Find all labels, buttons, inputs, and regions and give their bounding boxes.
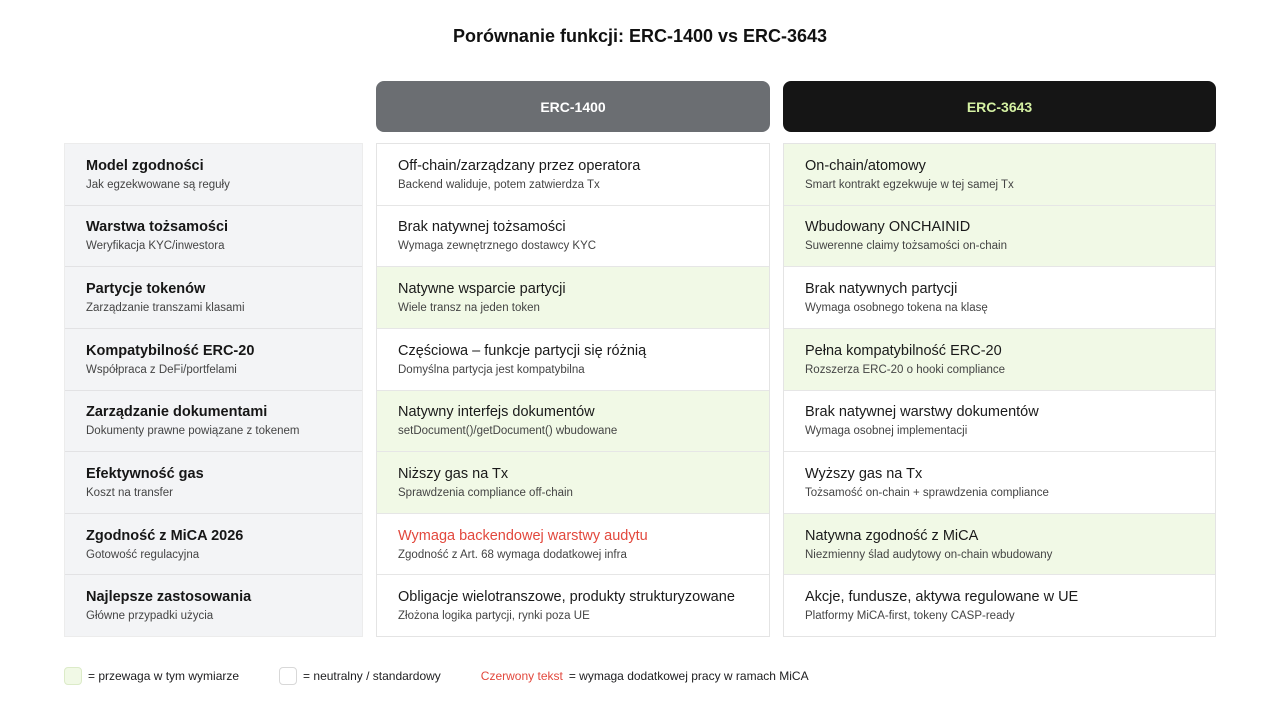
erc1400-cell: [377, 452, 769, 514]
erc1400-cell-description: Wymaga zewnętrznego dostawcy KYC: [398, 240, 597, 253]
row-label-cell: [65, 144, 362, 206]
erc3643-cell-description: Niezmienny ślad audytowy on-chain wbudowany: [805, 548, 1053, 561]
row-label: Warstwa tożsamości: [86, 219, 229, 236]
row-label-description: Koszt na transfer: [86, 486, 173, 499]
row-label-cell: [65, 452, 362, 514]
erc3643-cell: [784, 267, 1215, 329]
row-label: Efektywność gas: [86, 465, 204, 482]
row-label-description: Jak egzekwowane są reguły: [86, 178, 230, 191]
erc3643-cell-description: Platformy MiCA-first, tokeny CASP-ready: [805, 610, 1015, 623]
row-label: Zgodność z MiCA 2026: [86, 527, 244, 544]
erc3643-cell: [784, 206, 1215, 268]
erc1400-cell-description: Backend waliduje, potem zatwierdza Tx: [398, 178, 600, 191]
erc3643-column: [783, 143, 1216, 637]
erc3643-cell: [784, 452, 1215, 514]
erc3643-cell: [784, 144, 1215, 206]
row-labels-column: [64, 143, 363, 637]
erc3643-cell: [784, 575, 1215, 636]
erc1400-cell: [377, 514, 769, 576]
erc1400-cell-title: Off-chain/zarządzany przez operatora: [398, 157, 641, 174]
row-label: Najlepsze zastosowania: [86, 589, 252, 606]
row-label-description: Gotowość regulacyjna: [86, 548, 200, 561]
erc3643-cell: [784, 329, 1215, 391]
row-label-cell: [65, 514, 362, 576]
erc3643-cell-description: Smart kontrakt egzekwuje w tej samej Tx: [805, 178, 1014, 191]
erc1400-cell: [377, 391, 769, 453]
row-label: Partycje tokenów: [86, 281, 206, 298]
legend-neutral-swatch: [279, 667, 297, 685]
erc1400-cell-title: Częściowa – funkcje partycji się różnią: [398, 342, 647, 359]
erc1400-cell-description: Zgodność z Art. 68 wymaga dodatkowej infra: [398, 548, 627, 561]
row-label-description: Dokumenty prawne powiązane z tokenem: [86, 425, 300, 438]
erc1400-cell-description: setDocument()/getDocument() wbudowane: [398, 425, 618, 438]
erc3643-cell-title: Pełna kompatybilność ERC-20: [805, 342, 1002, 359]
erc3643-cell-description: Suwerenne claimy tożsamości on-chain: [805, 240, 1007, 253]
column-header-erc3643: ERC-3643: [783, 81, 1216, 132]
legend: [64, 666, 809, 686]
row-label-cell: [65, 329, 362, 391]
erc1400-cell-title: Brak natywnej tożsamości: [398, 219, 566, 236]
erc1400-cell: [377, 329, 769, 391]
row-label-description: Weryfikacja KYC/inwestora: [86, 240, 225, 253]
row-label: Model zgodności: [86, 157, 204, 174]
erc1400-cell-title: Natywny interfejs dokumentów: [398, 404, 595, 421]
erc1400-cell-title: Obligacje wielotranszowe, produkty strukturyzowane: [398, 589, 735, 606]
erc3643-cell-title: Akcje, fundusze, aktywa regulowane w UE: [805, 589, 1079, 606]
row-label-cell: [65, 206, 362, 268]
erc3643-cell-description: Wymaga osobnego tokena na klasę: [805, 302, 988, 315]
erc3643-cell-title: Wbudowany ONCHAINID: [805, 219, 971, 236]
legend-advantage-swatch: [64, 667, 82, 685]
row-label-description: Współpraca z DeFi/portfelami: [86, 363, 237, 376]
row-label-cell: [65, 575, 362, 636]
erc1400-cell: [377, 206, 769, 268]
row-label-cell: [65, 267, 362, 329]
erc1400-cell-description: Sprawdzenia compliance off-chain: [398, 486, 573, 499]
erc1400-cell-description: Domyślna partycja jest kompatybilna: [398, 363, 585, 376]
erc1400-cell-title: Natywne wsparcie partycji: [398, 281, 566, 298]
erc3643-cell-title: Natywna zgodność z MiCA: [805, 527, 979, 544]
erc1400-cell-title: Wymaga backendowej warstwy audytu: [398, 527, 648, 544]
legend-red-sample: Czerwony tekst: [480, 669, 563, 683]
row-label: Zarządzanie dokumentami: [86, 404, 268, 421]
erc3643-cell-description: Rozszerza ERC-20 o hooki compliance: [805, 363, 1006, 376]
erc1400-cell-title: Niższy gas na Tx: [398, 465, 509, 482]
erc3643-cell-title: Wyższy gas na Tx: [805, 465, 923, 482]
erc3643-cell-description: Wymaga osobnej implementacji: [805, 425, 968, 438]
row-label-description: Główne przypadki użycia: [86, 610, 214, 623]
row-label: Kompatybilność ERC-20: [86, 342, 255, 359]
row-label-description: Zarządzanie transzami klasami: [86, 302, 245, 315]
column-header-erc1400: ERC-1400: [376, 81, 770, 132]
legend-advantage-label: = przewaga w tym wymiarze: [88, 669, 240, 683]
erc3643-cell-title: Brak natywnych partycji: [805, 281, 958, 298]
erc1400-column: [376, 143, 770, 637]
erc3643-cell-title: Brak natywnej warstwy dokumentów: [805, 404, 1039, 421]
page-title: Porównanie funkcji: ERC-1400 vs ERC-3643: [452, 26, 828, 46]
erc1400-cell: [377, 575, 769, 636]
erc1400-cell-description: Wiele transz na jeden token: [398, 302, 540, 315]
legend-neutral-label: = neutralny / standardowy: [303, 669, 441, 683]
erc3643-cell: [784, 391, 1215, 453]
erc3643-cell: [784, 514, 1215, 576]
row-label-cell: [65, 391, 362, 453]
legend-red-label: = wymaga dodatkowej pracy w ramach MiCA: [568, 669, 809, 683]
erc1400-cell: [377, 144, 769, 206]
erc3643-cell-description: Tożsamość on-chain + sprawdzenia compliance: [805, 486, 1049, 499]
erc1400-cell: [377, 267, 769, 329]
erc1400-cell-description: Złożona logika partycji, rynki poza UE: [398, 610, 590, 623]
erc3643-cell-title: On-chain/atomowy: [805, 157, 926, 174]
